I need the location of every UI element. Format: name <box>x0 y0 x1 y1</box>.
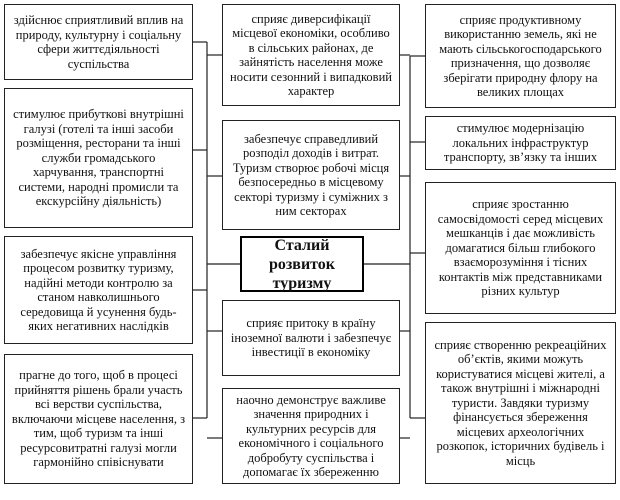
left-box-4 <box>4 354 193 484</box>
right-box-2 <box>425 116 616 170</box>
middle-box-2 <box>222 120 400 230</box>
center-topic-title: Сталий розвиток туризму <box>268 236 336 292</box>
right-box-3-text: сприяє зростанню самосвідомості серед місцевих мешканців і дає можливість домагатися більш глибокого взаєморозуміння і тісних контактів між представниками різних культур <box>437 197 604 299</box>
middle-box-3 <box>222 300 400 376</box>
middle-box-1-text: сприяє диверсифікації місцевої економіки, особливо в сільських районах, де зайнятість населення може носити сезонний і випадковий характер <box>230 11 392 98</box>
left-box-4-text: прагне до того, щоб в процесі прийняття рішень брали участь всі верстви суспільства, включаючи місцеве населення, з тим, щоб туризм та інші ресурсовитратні галузі могли гармонійно співіснувати <box>11 368 186 470</box>
left-box-1-text: здійснює сприятливий вплив на природу, культурну і соціальну сфери життєдіяльності суспільства <box>13 13 184 71</box>
middle-box-4-text: наочно демонструє важливе значення природних і культурних ресурсів для економічного і соціального добробуту суспільства і допомагає їх збереженню <box>236 392 386 479</box>
right-box-4-text: сприяє створенню рекреаційних об’єктів, якими можуть користуватися місцеві жителі, а також внутрішні і міжнародні туристи. Завдяки туризму фінансується збереження місцевих археологічних розкопок, історичних будівель і місць <box>434 337 607 468</box>
right-box-4 <box>425 322 616 484</box>
right-box-2-text: стимулює модернізацію локальних інфраструктур транспорту, зв’язку та інших <box>443 121 598 165</box>
left-box-3-text: забезпечує якісне управління процесом розвитку туризму, надійні методи контролю за станом навколишнього середовища й усунення будь-яких негативних наслідків <box>20 246 177 333</box>
left-box-2 <box>4 88 193 228</box>
middle-box-3-text: сприяє притоку в країну іноземної валюти і забезпечує інвестиції в економіку <box>230 316 392 360</box>
left-box-3 <box>4 236 193 344</box>
center-topic-box <box>240 236 364 292</box>
right-box-1 <box>425 4 616 108</box>
middle-box-4 <box>222 388 400 484</box>
middle-box-1 <box>222 4 400 106</box>
right-box-3 <box>425 182 616 314</box>
left-box-1 <box>4 4 193 80</box>
middle-box-2-text: забезпечує справедливий розподіл доходів і витрат. Туризм створює робочі місця безпосередньо в місцевому секторі туризму і суміжних з ним секторах <box>232 131 390 218</box>
left-box-2-text: стимулює прибуткові внутрішні галузі (готелі та інші засоби розміщення, ресторани та інші служби громадського харчування, транспортні системи, народні промисли та екскурсійну діяльність) <box>13 107 184 209</box>
right-box-1-text: сприяє продуктивному використанню земель, які не мають сільськогосподарського призначення, що дозволяє зберігати природну флору на великих площах <box>439 12 602 99</box>
